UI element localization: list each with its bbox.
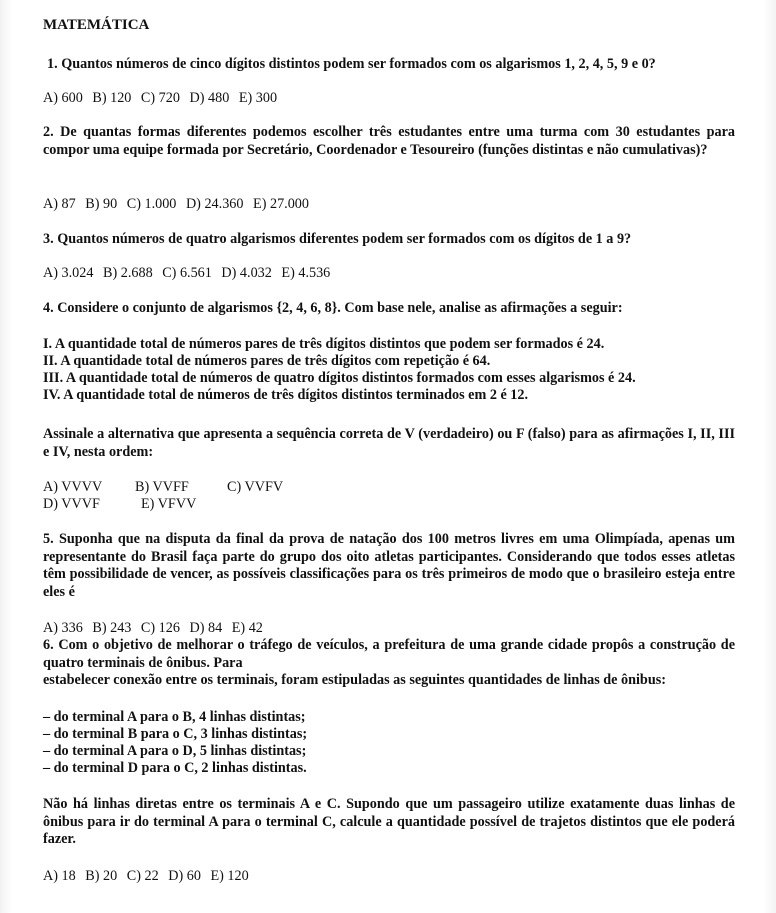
question-3-options (43, 265, 336, 282)
option: B) 2.688 (103, 265, 153, 281)
option: A) VVVV (43, 479, 103, 495)
question-4-text: 4. Considere o conjunto de algarismos {2, 4, 6, 8}. Com base nele, analise as afirmações a seguir: (43, 300, 623, 316)
statement-iii: III. A quantidade total de números de quatro dígitos distintos formados com esses algarismos é 24. (43, 370, 636, 386)
option: D) VVVF (43, 496, 100, 512)
route-item: – do terminal A para o B, 4 linhas distintas; (43, 709, 306, 725)
question-2-text: 2. De quantas formas diferentes podemos escolher três estudantes entre uma turma com 30 estudantes para compor uma equipe formada por Secretário, Coordenador e Tesoureiro (funções distintas e não cumulativas)? (43, 124, 735, 158)
statement-iv: IV. A quantidade total de números de três dígitos distintos terminados em 2 é 12. (43, 387, 529, 403)
option: C) 720 (140, 90, 180, 106)
question-6-options (43, 868, 255, 885)
question-1-options (43, 90, 283, 107)
option: C) VVFV (227, 479, 284, 495)
option: D) 4.032 (221, 265, 272, 281)
option: D) 60 (168, 868, 201, 884)
option: A) 600 (43, 90, 83, 106)
option: E) VFVV (141, 496, 197, 512)
option: D) 480 (189, 90, 230, 106)
question-5-options (43, 620, 269, 637)
option: A) 18 (43, 868, 76, 884)
option: A) 336 (43, 620, 83, 636)
option: A) 87 (43, 196, 76, 212)
page-title: MATEMÁTICA (43, 17, 150, 33)
option: C) 22 (126, 868, 159, 884)
option: B) VVFF (135, 479, 189, 495)
option: B) 120 (92, 90, 132, 106)
option: E) 300 (238, 90, 278, 106)
option: C) 126 (140, 620, 180, 636)
question-1-text: 1. Quantos números de cinco dígitos distintos podem ser formados com os algarismos 1, 2, 4, 5, 9 e 0? (47, 56, 656, 72)
option: D) 24.360 (185, 196, 244, 212)
question-2-options (43, 196, 315, 213)
option: B) 90 (85, 196, 118, 212)
question-3-text: 3. Quantos números de quatro algarismos diferentes podem ser formados com os dígitos de 1 a 9? (43, 231, 632, 247)
option: B) 243 (92, 620, 132, 636)
option: E) 4.536 (281, 265, 331, 281)
route-item: – do terminal B para o C, 3 linhas distintas; (43, 726, 308, 742)
statement-i: I. A quantidade total de números pares de três dígitos distintos que podem ser formados é 24. (43, 336, 605, 352)
question-6-text: 6. Com o objetivo de melhorar o tráfego de veículos, a prefeitura de uma grande cidade propôs a construção de quatro terminais de ônibus. Para (43, 637, 735, 671)
statement-ii: II. A quantidade total de números pares de três dígitos com repetição é 64. (43, 353, 491, 369)
option: E) 120 (210, 868, 249, 884)
option: C) 6.561 (162, 265, 212, 281)
question-5-text: 5. Suponha que na disputa da final da prova de natação dos 100 metros livres em uma Olimpíada, apenas um representante do Brasil faça parte do grupo dos oito atletas participantes. Considerando que todos esses atletas têm possibilidade de vencer, as possíveis classificações para os três primeiros de modo que o brasileiro esteja entre eles é (43, 531, 735, 600)
option: C) 1.000 (126, 196, 177, 212)
option: B) 20 (85, 868, 118, 884)
option: D) 84 (189, 620, 223, 636)
route-item: – do terminal A para o D, 5 linhas distintas; (43, 743, 307, 759)
question-4-instruction: Assinale a alternativa que apresenta a sequência correta de V (verdadeiro) ou F (falso) para as afirmações I, II, III e IV, nesta ordem: (43, 426, 735, 460)
option: E) 42 (231, 620, 263, 636)
route-item: – do terminal D para o C, 2 linhas distintas. (43, 760, 307, 776)
question-6-text-continued: estabelecer conexão entre os terminais, foram estipuladas as seguintes quantidades de linhas de ônibus: (43, 672, 666, 688)
option: E) 27.000 (253, 196, 309, 212)
option: A) 3.024 (43, 265, 94, 281)
question-6-question: Não há linhas diretas entre os terminais A e C. Supondo que um passageiro utilize exatamente duas linhas de ônibus para ir do terminal A para o terminal C, calcule a quantidade possível de trajetos distintos que ele poderá fazer. (43, 796, 735, 847)
